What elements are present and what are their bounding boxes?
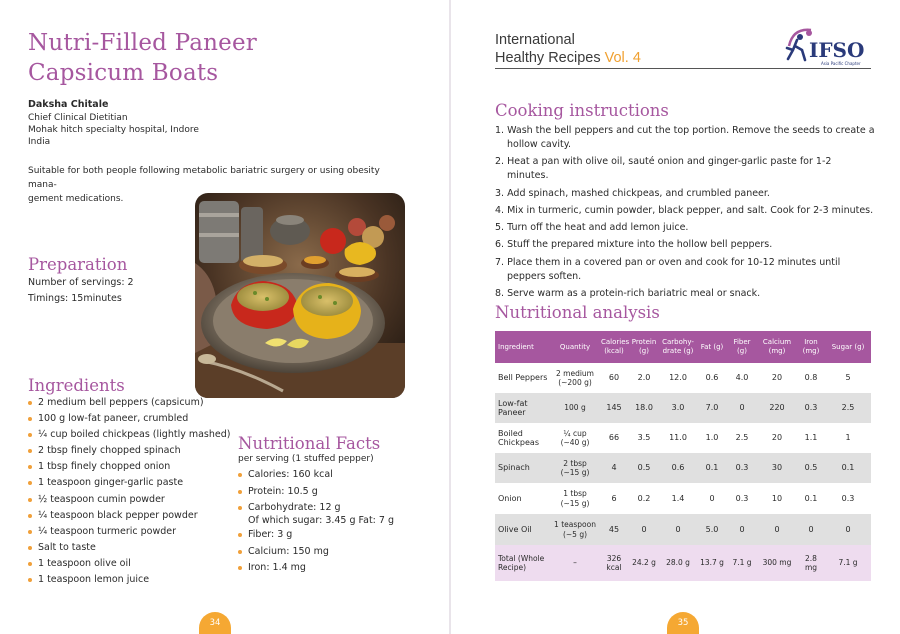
table-cell: 7.1 g xyxy=(825,545,871,581)
table-cell: Bell Peppers xyxy=(495,363,551,393)
column-header: Calories (kcal) xyxy=(599,331,629,363)
table-cell: 5.0 xyxy=(697,514,727,545)
table-cell: 326 kcal xyxy=(599,545,629,581)
list-item: 6. Stuff the prepared mixture into the hollow bell peppers. xyxy=(495,239,773,251)
table-row xyxy=(495,483,871,514)
logo-subtext: Asia Pacific Chapter xyxy=(821,61,861,66)
table-cell: 2.5 xyxy=(825,393,871,423)
table-row xyxy=(495,423,871,453)
table-cell: 2.0 xyxy=(629,363,659,393)
table-cell: 18.0 xyxy=(629,393,659,423)
table-row xyxy=(495,453,871,483)
table-cell: 7.0 xyxy=(697,393,727,423)
recipe-title-line1: Nutri-Filled Paneer xyxy=(28,30,257,56)
table-cell: 0.6 xyxy=(697,363,727,393)
table-cell: 45 xyxy=(599,514,629,545)
table-cell: 1 teaspoon (~5 g) xyxy=(551,514,599,545)
table-cell: 13.7 g xyxy=(697,545,727,581)
table-cell: 0 xyxy=(797,514,825,545)
table-cell: 3.0 xyxy=(659,393,697,423)
table-cell: 6 xyxy=(599,483,629,514)
table-cell: 0.1 xyxy=(697,453,727,483)
table-cell: 0 xyxy=(757,514,797,545)
header-rule xyxy=(495,68,871,69)
table-cell: ¼ cup (~40 g) xyxy=(551,423,599,453)
table-cell: 60 xyxy=(599,363,629,393)
table-cell: 28.0 g xyxy=(659,545,697,581)
header-line2 xyxy=(495,49,641,67)
table-row xyxy=(495,545,871,581)
table-cell: 0 xyxy=(825,514,871,545)
table-cell: 66 xyxy=(599,423,629,453)
carb-extra-text: Of which sugar: 3.45 g Fat: 7 g xyxy=(248,515,394,526)
table-cell: – xyxy=(551,545,599,581)
list-item: 3. Add spinach, mashed chickpeas, and crumbled paneer. xyxy=(495,187,770,199)
list-item: 1 tbsp finely chopped onion xyxy=(28,459,230,475)
recipe-title xyxy=(28,28,257,88)
page-gutter xyxy=(449,0,451,634)
table-cell: Low-fat Paneer xyxy=(495,393,551,423)
table-cell: 0.8 xyxy=(797,363,825,393)
table-cell: 1.0 xyxy=(697,423,727,453)
page-number-left: 34 xyxy=(199,612,231,634)
column-header: Fat (g) xyxy=(697,331,727,363)
list-item: 5. Turn off the heat and add lemon juice. xyxy=(495,222,689,234)
column-header: Fiber (g) xyxy=(727,331,757,363)
list-item: Salt to taste xyxy=(28,540,230,556)
header-volume: Vol. 4 xyxy=(604,50,641,66)
nutrition-table xyxy=(495,331,871,581)
list-item: Calories: 160 kcal xyxy=(238,467,394,484)
table-cell: 0.5 xyxy=(629,453,659,483)
list-item: Iron: 1.4 mg xyxy=(238,560,394,577)
table-cell: 0 xyxy=(697,483,727,514)
timings-text: Timings: 15minutes xyxy=(28,293,122,304)
table-cell: 0.1 xyxy=(797,483,825,514)
nutritional-facts-heading: Nutritional Facts xyxy=(238,434,381,453)
author-details xyxy=(28,112,199,148)
table-cell: 4 xyxy=(599,453,629,483)
cooking-steps-list xyxy=(495,124,875,304)
table-cell: 0.1 xyxy=(825,453,871,483)
author-name: Daksha Chitale xyxy=(28,99,109,110)
table-cell: 30 xyxy=(757,453,797,483)
table-cell: 100 g xyxy=(551,393,599,423)
table-cell: 2 tbsp (~15 g) xyxy=(551,453,599,483)
list-item: 1 teaspoon olive oil xyxy=(28,556,230,572)
table-cell: Onion xyxy=(495,483,551,514)
list-item: Protein: 10.5 g xyxy=(238,484,394,501)
table-row xyxy=(495,363,871,393)
table-cell: 0 xyxy=(727,514,757,545)
table-cell: 0 xyxy=(629,514,659,545)
table-cell: 0.3 xyxy=(727,453,757,483)
table-cell: 10 xyxy=(757,483,797,514)
table-cell: 0.2 xyxy=(629,483,659,514)
author-hospital: Mohak hitch specialty hospital, Indore xyxy=(28,125,199,135)
left-page xyxy=(0,0,449,634)
table-cell: 0.5 xyxy=(797,453,825,483)
table-cell: 0 xyxy=(727,393,757,423)
preparation-heading: Preparation xyxy=(28,255,128,274)
list-item: 100 g low-fat paneer, crumbled xyxy=(28,411,230,427)
ifso-logo-icon xyxy=(783,26,875,68)
list-item: 2 medium bell peppers (capsicum) xyxy=(28,395,230,411)
list-item: ¼ teaspoon black pepper powder xyxy=(28,508,230,524)
table-cell: 3.5 xyxy=(629,423,659,453)
food-photo xyxy=(195,193,405,398)
table-cell: Spinach xyxy=(495,453,551,483)
list-item: Fiber: 3 g xyxy=(238,527,394,544)
column-header: Protein (g) xyxy=(629,331,659,363)
list-item: Calcium: 150 mg xyxy=(238,544,394,561)
table-header-row xyxy=(495,331,871,363)
table-cell: 2.5 xyxy=(727,423,757,453)
nutritional-facts-list xyxy=(238,467,394,577)
table-cell: 220 xyxy=(757,393,797,423)
list-item: 1 teaspoon lemon juice xyxy=(28,572,230,588)
table-cell: 1.1 xyxy=(797,423,825,453)
list-item: ½ teaspoon cumin powder xyxy=(28,492,230,508)
table-cell: 0.3 xyxy=(727,483,757,514)
table-cell: 0.6 xyxy=(659,453,697,483)
column-header: Iron (mg) xyxy=(797,331,825,363)
ingredients-list xyxy=(28,395,230,588)
table-cell: 20 xyxy=(757,423,797,453)
table-cell: 7.1 g xyxy=(727,545,757,581)
header-line2-main: Healthy Recipes xyxy=(495,50,605,66)
book-header-title xyxy=(495,31,641,67)
cooking-heading: Cooking instructions xyxy=(495,101,669,120)
nutrition-table-body xyxy=(495,363,871,581)
table-cell: 2 medium (~200 g) xyxy=(551,363,599,393)
list-item: 1 teaspoon ginger-garlic paste xyxy=(28,475,230,491)
table-row xyxy=(495,514,871,545)
table-cell: 1 tbsp (~15 g) xyxy=(551,483,599,514)
table-cell: 1.4 xyxy=(659,483,697,514)
table-cell: 1 xyxy=(825,423,871,453)
list-item: 2 tbsp finely chopped spinach xyxy=(28,443,230,459)
column-header: Calcium (mg) xyxy=(757,331,797,363)
list-item: 4. Mix in turmeric, cumin powder, black pepper, and salt. Cook for 2-3 minutes. xyxy=(495,204,874,216)
table-cell: 12.0 xyxy=(659,363,697,393)
servings-text: Number of servings: 2 xyxy=(28,277,134,288)
table-cell: Boiled Chickpeas xyxy=(495,423,551,453)
carb-text: Carbohydrate: 12 g xyxy=(248,502,341,513)
table-cell: 0.3 xyxy=(797,393,825,423)
table-row xyxy=(495,393,871,423)
list-item xyxy=(238,500,394,527)
nutritional-facts-subheading: per serving (1 stuffed pepper) xyxy=(238,454,374,464)
table-cell: 145 xyxy=(599,393,629,423)
column-header: Ingredient xyxy=(495,331,551,363)
table-cell: Total (Whole Recipe) xyxy=(495,545,551,581)
column-header: Carbohy-drate (g) xyxy=(659,331,697,363)
table-cell: 11.0 xyxy=(659,423,697,453)
author-country: India xyxy=(28,137,51,147)
nutrition-table-heading: Nutritional analysis xyxy=(495,303,660,322)
list-item: 2. Heat a pan with olive oil, sauté onion and ginger-garlic paste for 1-2 minutes. xyxy=(495,156,832,182)
intro-line1: Suitable for both people following metabolic bariatric surgery or using obesity mana- xyxy=(28,166,380,190)
list-item: 8. Serve warm as a protein-rich bariatric meal or snack. xyxy=(495,288,761,300)
list-item: 7. Place them in a covered pan or oven and cook for 10-12 minutes until peppers soften. xyxy=(495,256,841,282)
table-cell: 20 xyxy=(757,363,797,393)
table-cell: 24.2 g xyxy=(629,545,659,581)
table-cell: 5 xyxy=(825,363,871,393)
page-number-right: 35 xyxy=(667,612,699,634)
table-cell: 0 xyxy=(659,514,697,545)
list-item: ¼ cup boiled chickpeas (lightly mashed) xyxy=(28,427,230,443)
list-item: ¼ teaspoon turmeric powder xyxy=(28,524,230,540)
table-cell: 300 mg xyxy=(757,545,797,581)
logo-text: IFSO xyxy=(809,38,865,62)
intro-line2: gement medications. xyxy=(28,194,124,204)
ingredients-heading: Ingredients xyxy=(28,376,125,395)
table-cell: Olive Oil xyxy=(495,514,551,545)
table-cell: 0.3 xyxy=(825,483,871,514)
author-role: Chief Clinical Dietitian xyxy=(28,113,128,123)
column-header: Quantity xyxy=(551,331,599,363)
table-cell: 2.8 mg xyxy=(797,545,825,581)
list-item: 1. Wash the bell peppers and cut the top portion. Remove the seeds to create a hollow cavity. xyxy=(495,125,875,150)
table-cell: 4.0 xyxy=(727,363,757,393)
header-line1: International xyxy=(495,32,575,48)
recipe-title-line2: Capsicum Boats xyxy=(28,60,219,86)
column-header: Sugar (g) xyxy=(825,331,871,363)
